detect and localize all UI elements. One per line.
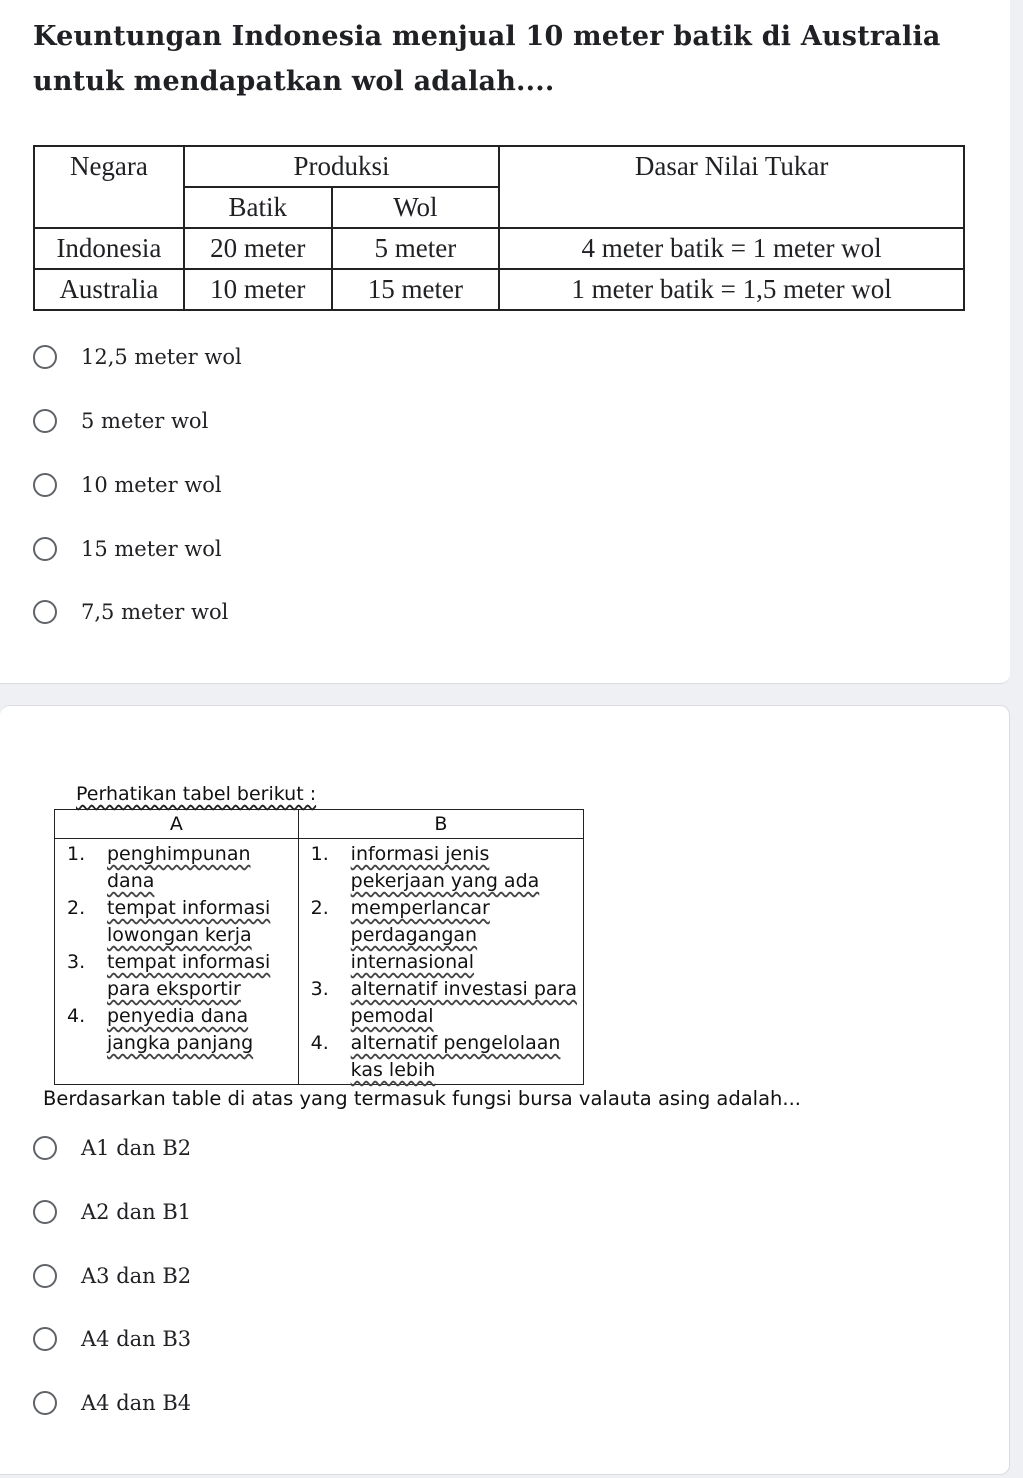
option-label: 7,5 meter wol <box>81 600 229 624</box>
cell-negara: Australia <box>34 269 184 310</box>
radio-button[interactable] <box>33 1391 57 1415</box>
option-5[interactable] <box>33 592 228 632</box>
option-1[interactable] <box>33 1128 191 1168</box>
option-2[interactable] <box>33 401 208 441</box>
list-item: 2. tempat informasi lowongan kerja <box>67 897 271 946</box>
cell-batik: 20 meter <box>184 228 332 269</box>
header-batik: Batik <box>184 187 332 228</box>
radio-button[interactable] <box>33 537 57 561</box>
list-item: 3. tempat informasi para eksportir <box>67 951 271 1000</box>
radio-button[interactable] <box>33 473 57 497</box>
radio-button[interactable] <box>33 600 57 624</box>
radio-button[interactable] <box>33 1200 57 1224</box>
column-a-header: A <box>55 810 299 839</box>
option-label: 5 meter wol <box>81 409 209 433</box>
header-negara: Negara <box>34 146 184 228</box>
option-4[interactable] <box>33 529 222 569</box>
header-wol: Wol <box>332 187 500 228</box>
matching-table <box>54 809 584 1085</box>
option-label: 12,5 meter wol <box>81 345 242 369</box>
list-item: 1. penghimpunan dana <box>67 843 251 892</box>
option-label: 15 meter wol <box>81 537 222 561</box>
question-title: Keuntungan Indonesia menjual 10 meter batik di Australia untuk mendapatkan wol adalah.... <box>33 21 941 97</box>
table-row <box>34 269 964 310</box>
option-label: A4 dan B3 <box>81 1327 192 1351</box>
exchange-table <box>33 145 965 311</box>
list-item: 4. alternatif pengelolaan kas lebih <box>310 1032 561 1081</box>
question-card-1 <box>0 0 1010 684</box>
option-2[interactable] <box>33 1192 191 1232</box>
cell-negara: Indonesia <box>34 228 184 269</box>
list-item: 3. alternatif investasi para pemodal <box>310 978 577 1027</box>
list-item: 2. memperlancar perdagangan internasional <box>310 897 490 973</box>
cell-dasar: 1 meter batik = 1,5 meter wol <box>499 269 964 310</box>
option-4[interactable] <box>33 1319 191 1359</box>
list-item: 4. penyedia dana jangka panjang <box>67 1005 254 1054</box>
cell-dasar: 4 meter batik = 1 meter wol <box>499 228 964 269</box>
option-3[interactable] <box>33 465 222 505</box>
option-label: A3 dan B2 <box>81 1264 192 1288</box>
radio-button[interactable] <box>33 409 57 433</box>
option-label: A2 dan B1 <box>81 1200 192 1224</box>
option-3[interactable] <box>33 1256 191 1296</box>
table-row <box>34 228 964 269</box>
radio-button[interactable] <box>33 1327 57 1351</box>
cell-wol: 15 meter <box>332 269 500 310</box>
radio-button[interactable] <box>33 1136 57 1160</box>
header-dasar-nilai-tukar: Dasar Nilai Tukar <box>499 146 964 228</box>
question-text: Berdasarkan table di atas yang termasuk fungsi bursa valauta asing adalah... <box>43 1087 802 1110</box>
option-label: A1 dan B2 <box>81 1136 192 1160</box>
column-b-header: B <box>298 810 583 839</box>
option-1[interactable] <box>33 337 242 377</box>
table-caption: Perhatikan tabel berikut : <box>76 783 317 805</box>
header-produksi: Produksi <box>184 146 499 187</box>
cell-batik: 10 meter <box>184 269 332 310</box>
cell-wol: 5 meter <box>332 228 500 269</box>
list-item: 1. informasi jenis pekerjaan yang ada <box>310 843 540 892</box>
radio-button[interactable] <box>33 1264 57 1288</box>
option-label: A4 dan B4 <box>81 1391 192 1415</box>
radio-button[interactable] <box>33 345 57 369</box>
option-label: 10 meter wol <box>81 473 222 497</box>
option-5[interactable] <box>33 1383 191 1423</box>
